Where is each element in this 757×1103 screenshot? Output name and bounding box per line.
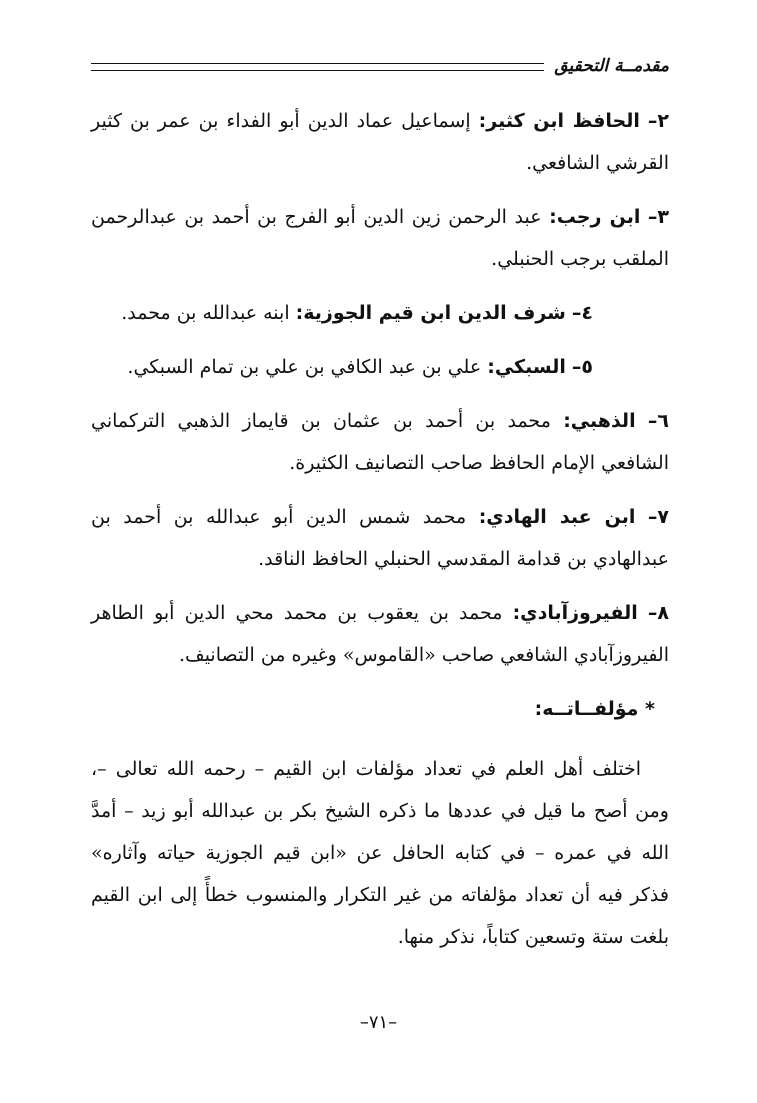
entry-name: الذهبي: [563,410,636,432]
entry-text: محمد بن يعقوب بن محمد محي الدين أبو الطاهر الفيروزآبادي الشافعي صاحب «القاموس» وغيره من التصانيف. [91,602,669,666]
entry-name: السبكي: [487,356,566,378]
entry-al-subki [91,346,669,388]
entry-number: ٦– [647,410,669,432]
entry-number: ٥– [571,356,593,378]
section-paragraph: اختلف أهل العلم في تعداد مؤلفات ابن القيم – رحمه الله تعالى –، ومن أصح ما قيل في عددها ما ذكره الشيخ بكر بن عبدالله أبو زيد – أمدَّ الله في عمره – في كتابه الحافل عن «ابن قيم الجوزية حياته وآثاره» فذكر فيه أن تعداد مؤلفاته من غير التكرار والمنسوب خطأً إلى ابن القيم بلغت ستة وتسعين كتاباً، نذكر منها. [91,758,669,948]
entry-al-dhahabi [91,400,669,484]
entry-name: ابن رجب: [549,206,641,228]
entry-sharaf-al-din [91,292,669,334]
entry-text: محمد شمس الدين أبو عبدالله بن أحمد بن عبدالهادي بن قدامة المقدسي الحنبلي الحافظ الناقد. [91,506,669,570]
entry-name: الحافظ ابن كثير: [478,110,640,132]
entry-name: شرف الدين ابن قيم الجوزية: [295,302,566,324]
entry-ibn-rajab [91,196,669,280]
entry-number: ٢– [647,110,670,132]
entry-number: ٨– [647,602,669,624]
entry-text: إسماعيل عماد الدين أبو الفداء بن عمر بن كثير القرشي الشافعي. [91,110,669,174]
entry-name: ابن عبد الهادي: [478,506,636,528]
entry-name: الفيروزآبادي: [512,602,638,624]
entry-text: علي بن عبد الكافي بن علي بن تمام السبكي. [127,356,482,378]
entry-text: محمد بن أحمد بن عثمان بن قايماز الذهبي التركماني الشافعي الإمام الحافظ صاحب التصانيف الكثيرة. [91,410,669,474]
entry-number: ٧– [647,506,669,528]
entry-number: ٣– [647,206,670,228]
running-header [91,52,669,80]
entry-al-firuzabadi [91,592,669,676]
header-title: مقدمــة التحقيق [554,56,669,76]
page-body [91,100,669,958]
entry-ibn-kathir [91,100,669,184]
entry-number: ٤– [571,302,593,324]
entry-text: عبد الرحمن زين الدين أبو الفرج بن أحمد بن عبدالرحمن الملقب برجب الحنبلي. [91,206,669,270]
entry-text: ابنه عبدالله بن محمد. [121,302,290,324]
entry-ibn-abd-al-hadi [91,496,669,580]
page-number: –٧١– [359,1012,398,1033]
header-rule [91,63,544,71]
section-heading: * مؤلفــاتــه: [534,698,655,720]
